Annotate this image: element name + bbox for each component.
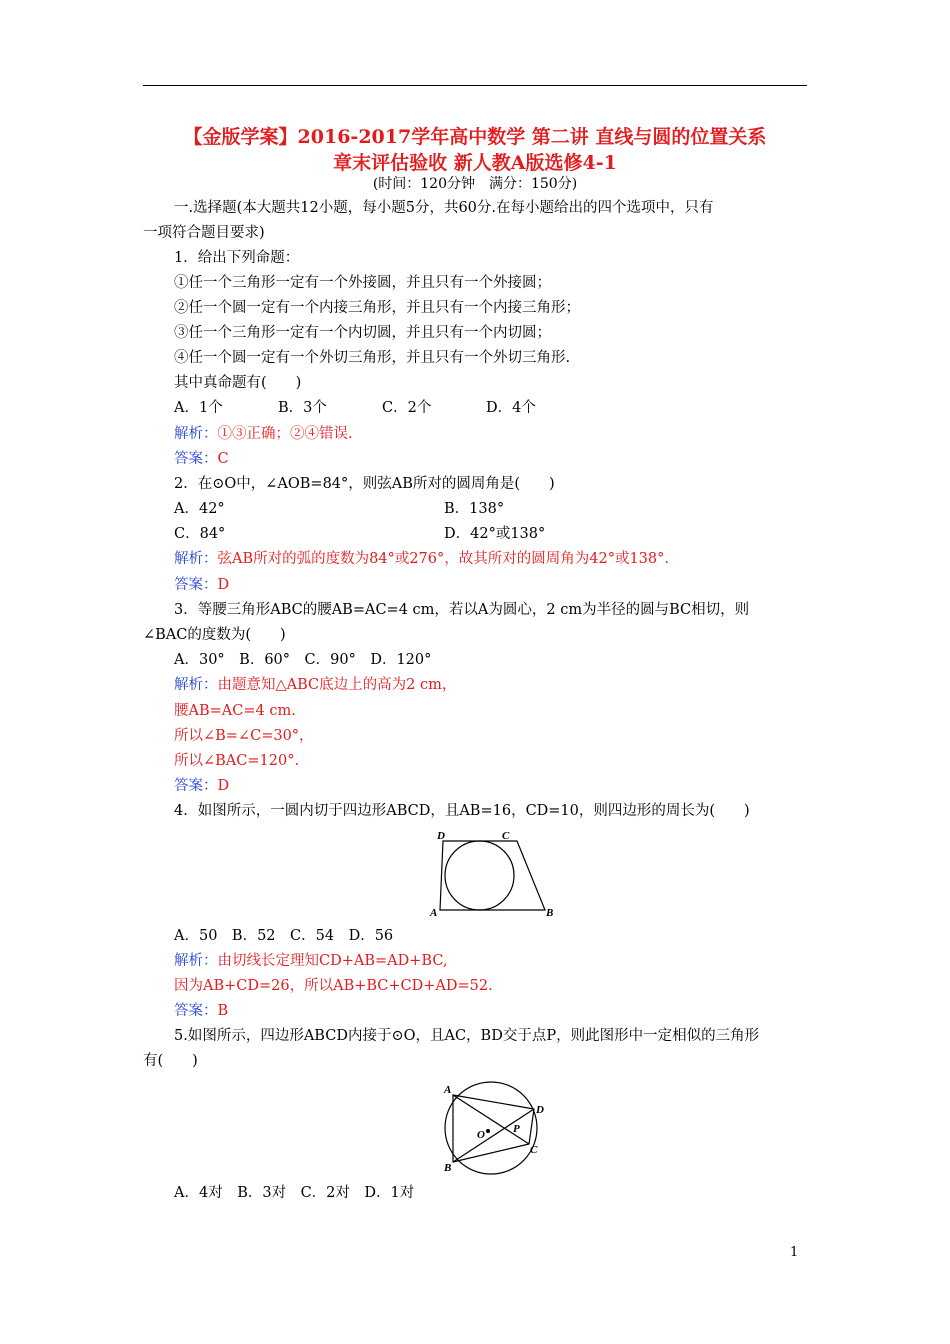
q2-stem: 2．在⊙O中，∠AOB=84°，则弦AB所对的圆周角是( ): [174, 476, 555, 492]
q1-option-a: A．1个: [174, 400, 223, 416]
page-number: 1: [790, 1245, 799, 1260]
q3-answer: [143, 776, 838, 796]
q3-options: A．30° B．60° C．90° D．120°: [174, 652, 432, 668]
q4-label-a: A: [430, 907, 438, 919]
q5-figure: [436, 1076, 551, 1176]
q3-stem-cont: ∠BAC的度数为( ): [143, 627, 286, 643]
q4-figure: [425, 826, 560, 921]
q1-option-b: B．3个: [278, 400, 327, 416]
q1-answer-label: 答案：: [174, 451, 218, 467]
q1-analysis: [143, 424, 838, 444]
doc-subtitle: (时间：120分钟 满分：150分): [372, 176, 578, 192]
q5-label-p: P: [513, 1123, 520, 1135]
q1-analysis-text: ①③正确；②④错误.: [217, 426, 353, 442]
q2-options-row1: [143, 499, 838, 519]
q2-option-c: C．84°: [174, 526, 226, 542]
q4-inscribed-circle: [445, 841, 514, 910]
q1-proposition-4: ④任一个圆一定有一个外切三角形，并且只有一个外切三角形.: [174, 350, 571, 366]
q1-ask: 其中真命题有( ): [174, 375, 302, 391]
q5-label-a: A: [444, 1084, 452, 1096]
q4-answer-value: B: [217, 1003, 229, 1019]
q1-proposition-2: ②任一个圆一定有一个内接三角形，并且只有一个内接三角形；: [174, 300, 580, 316]
q5-options: A．4对 B．3对 C．2对 D．1对: [174, 1185, 415, 1201]
section-heading: 一.选择题(本大题共12小题，每小题5分，共60分.在每小题给出的四个选项中，只有: [174, 200, 714, 216]
q1-analysis-label: 解析：: [174, 426, 218, 442]
q2-option-b: B．138°: [444, 501, 505, 517]
q2-analysis-label: 解析：: [174, 551, 218, 567]
q2-option-a: A．42°: [174, 501, 225, 517]
q3-answer-label: 答案：: [174, 778, 218, 794]
q3-analysis-line3: 所以∠B=∠C=30°，: [174, 728, 314, 744]
q3-analysis: [143, 675, 838, 695]
q5-center-point: [486, 1129, 490, 1133]
q4-answer: [143, 1001, 838, 1021]
section-heading-cont: 一项符合题目要求): [143, 225, 265, 241]
q1-answer: [143, 449, 838, 469]
q4-quadrilateral: [440, 841, 545, 910]
q1-option-d: D．4个: [486, 400, 536, 416]
q4-label-b: B: [546, 907, 554, 919]
doc-title-line2: 章末评估验收 新人教A版选修4-1: [333, 152, 617, 174]
q4-analysis-label: 解析：: [174, 953, 218, 969]
q2-analysis-text: 弦AB所对的弧的度数为84°或276°，故其所对的圆周角为42°或138°.: [217, 551, 669, 567]
q5-label-c: C: [530, 1144, 538, 1156]
q2-answer: [143, 575, 838, 595]
q2-option-d: D．42°或138°: [444, 526, 546, 542]
q4-label-c: C: [502, 830, 510, 842]
q1-answer-value: C: [217, 451, 229, 467]
q4-analysis: [143, 951, 838, 971]
q3-analysis-line2: 腰AB=AC=4 cm.: [174, 703, 296, 719]
q5-diagonal-bd: [453, 1109, 534, 1162]
q3-answer-value: D: [217, 778, 230, 794]
q2-answer-value: D: [217, 577, 230, 593]
q4-options: A．50 B．52 C．54 D．56: [174, 928, 394, 944]
q4-analysis-line2: 因为AB+CD=26，所以AB+BC+CD+AD=52.: [174, 978, 493, 994]
q5-stem: 5.如图所示，四边形ABCD内接于⊙O，且AC，BD交于点P，则此图形中一定相似的三角形: [174, 1028, 760, 1044]
q2-options-row2: [143, 524, 838, 544]
q5-label-d: D: [536, 1104, 544, 1116]
q2-answer-label: 答案：: [174, 577, 218, 593]
q5-label-o: O: [477, 1129, 485, 1141]
q1-proposition-3: ③任一个三角形一定有一个内切圆，并且只有一个内切圆；: [174, 325, 551, 341]
q1-proposition-1: ①任一个三角形一定有一个外接圆，并且只有一个外接圆；: [174, 275, 551, 291]
q1-option-c: C．2个: [382, 400, 432, 416]
q5-label-b: B: [444, 1162, 452, 1174]
q3-analysis-line4: 所以∠BAC=120°.: [174, 753, 300, 769]
doc-title-line1: 【金版学案】2016-2017学年高中数学 第二讲 直线与圆的位置关系: [183, 126, 767, 148]
q1-stem: 1．给出下列命题：: [174, 250, 300, 266]
header-rule: [143, 85, 807, 86]
q3-analysis-line1: 由题意知△ABC底边上的高为2 cm，: [217, 677, 457, 693]
q4-label-d: D: [437, 830, 445, 842]
q4-analysis-line1: 由切线长定理知CD+AB=AD+BC,: [217, 953, 448, 969]
q3-analysis-label: 解析：: [174, 677, 218, 693]
q4-stem: 4．如图所示，一圆内切于四边形ABCD，且AB=16，CD=10，则四边形的周长为( ): [174, 803, 750, 819]
q4-answer-label: 答案：: [174, 1003, 218, 1019]
q5-quadrilateral: [453, 1095, 534, 1162]
q5-stem-cont: 有( ): [143, 1053, 198, 1069]
q2-analysis: [143, 549, 838, 569]
q1-options: [143, 398, 838, 418]
q3-stem: 3．等腰三角形ABC的腰AB=AC=4 cm，若以A为圆心，2 cm为半径的圆与BC相切，则: [174, 602, 750, 618]
